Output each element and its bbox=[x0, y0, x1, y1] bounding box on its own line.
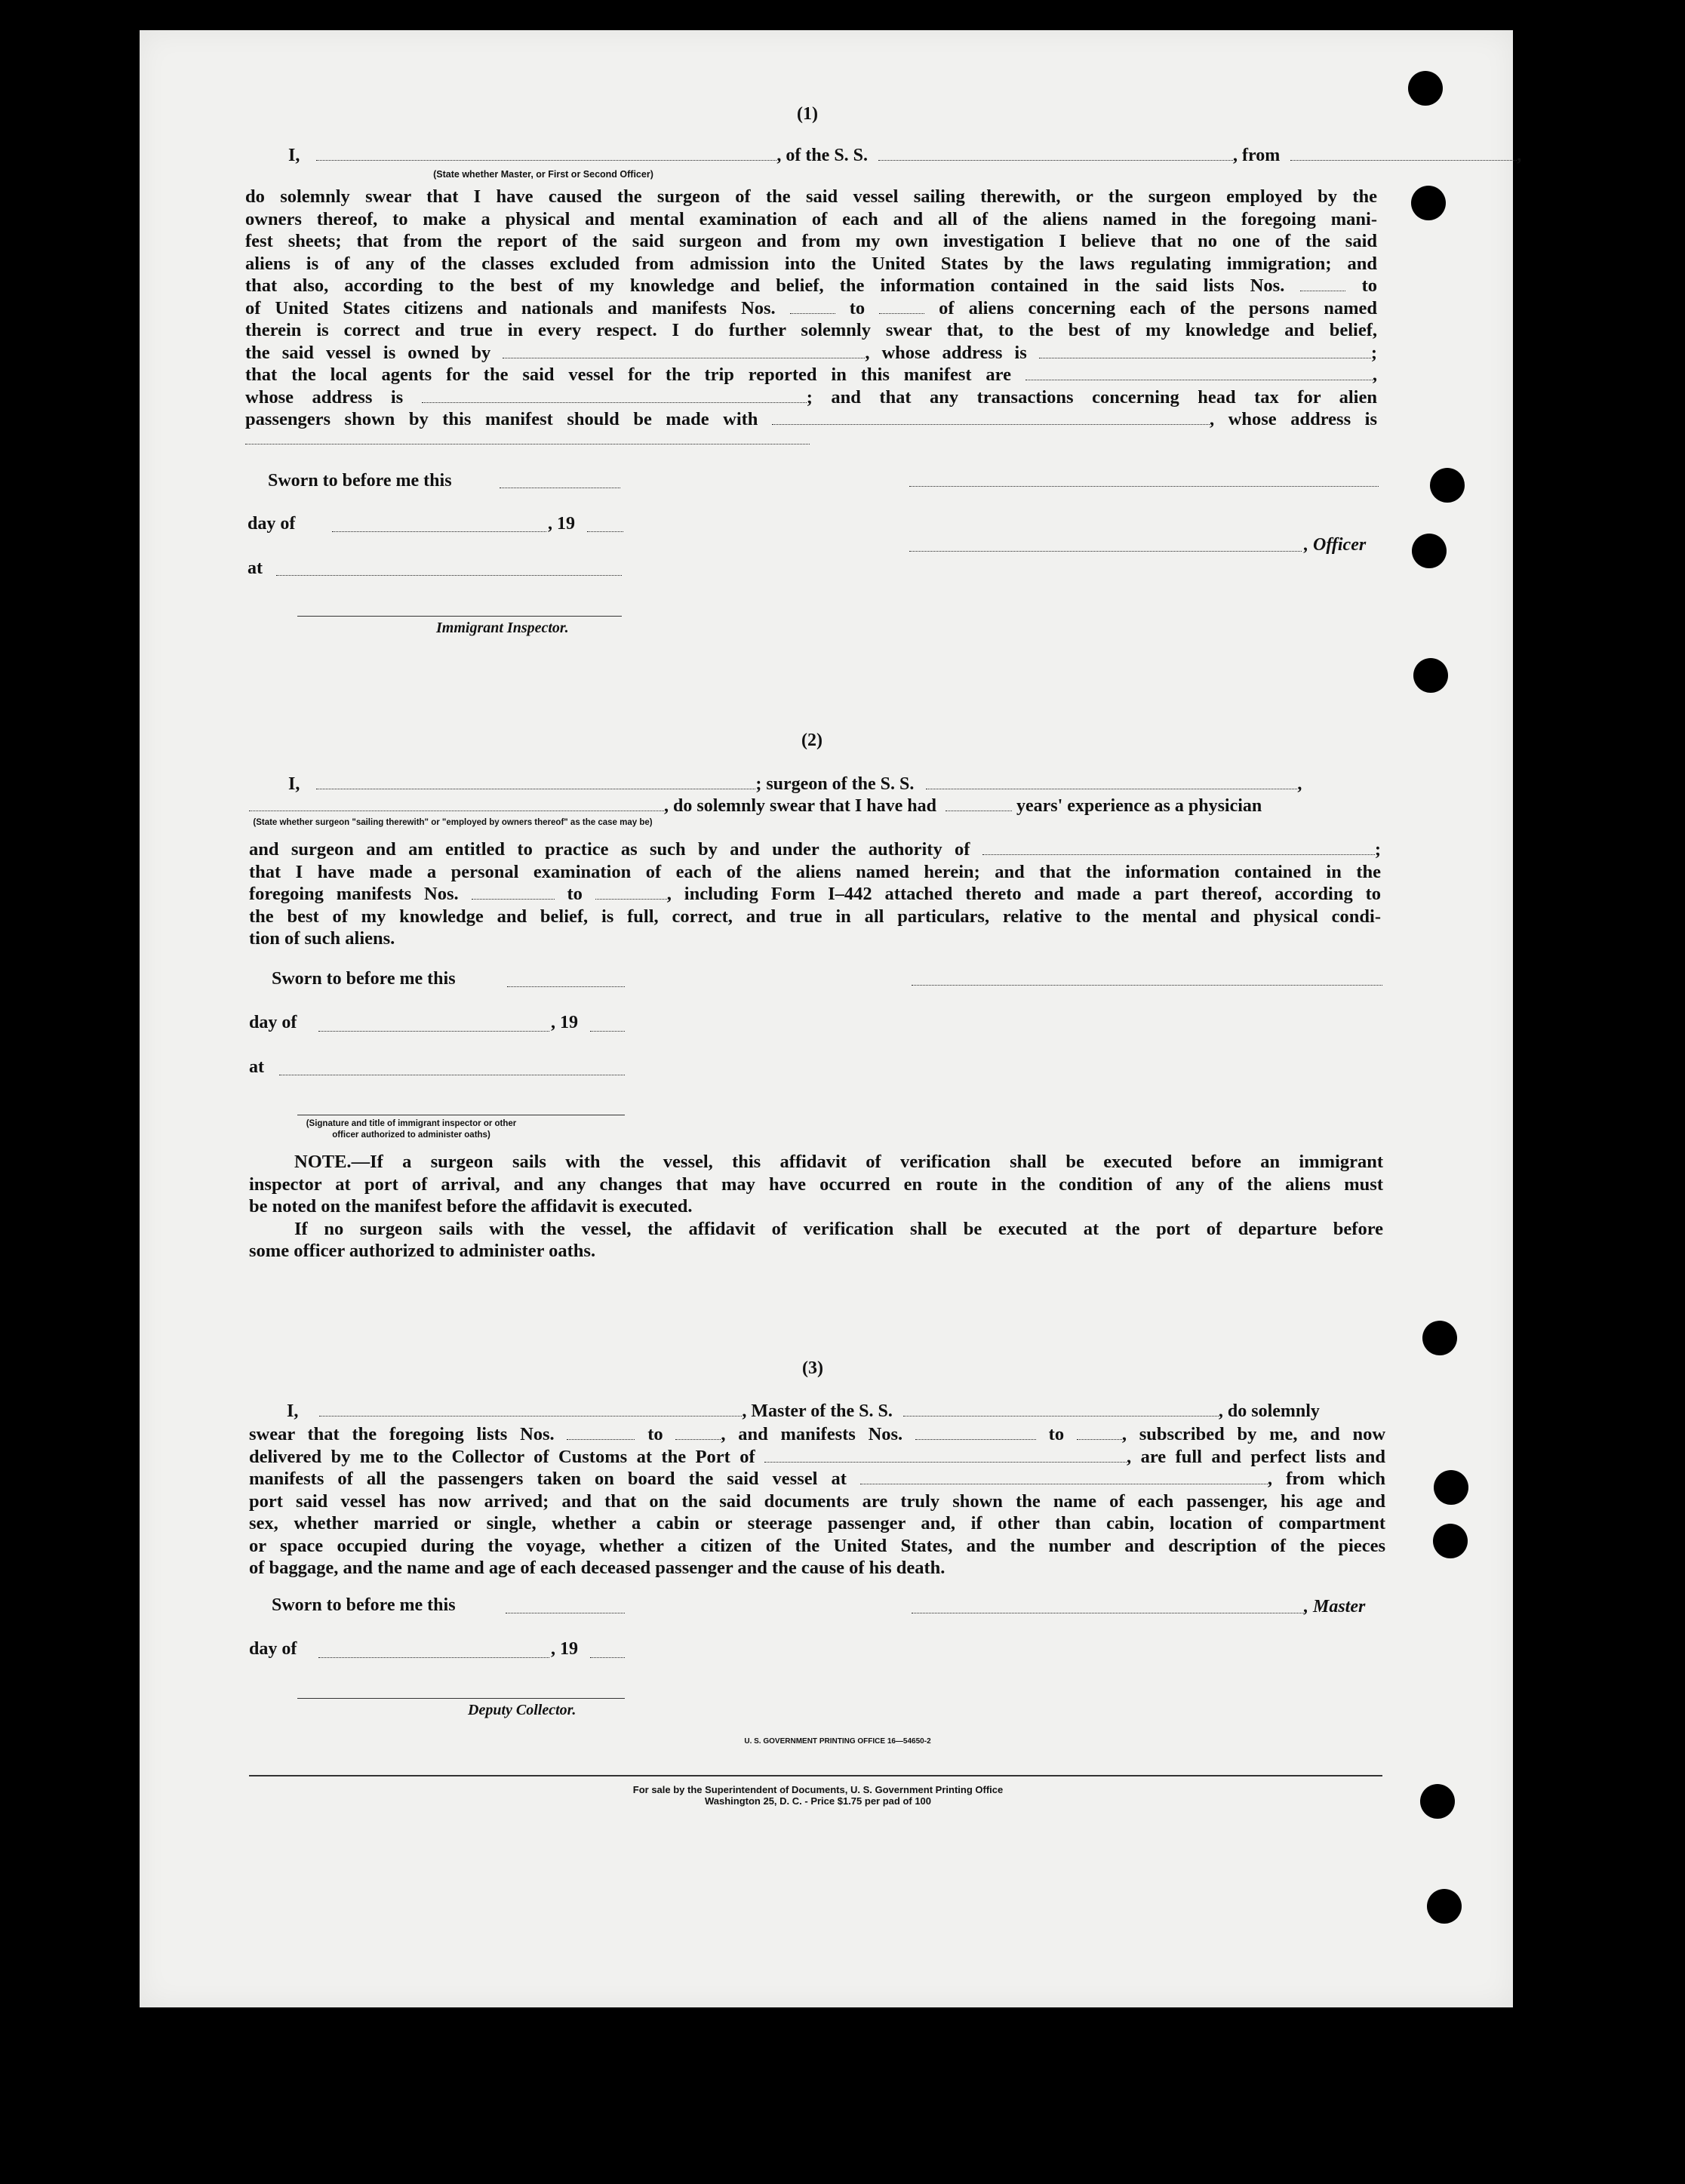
footer-line-2: Washington 25, D. C. - Price $1.75 per pad of 100 bbox=[704, 1795, 932, 1807]
year-field-3[interactable] bbox=[590, 1657, 625, 1658]
section-2-number: (2) bbox=[801, 731, 823, 750]
officer-signature-field[interactable] bbox=[909, 486, 1379, 487]
note-paragraph: NOTE.—If a surgeon sails with the vessel, this affidavit of verification shall be executed before an immigrant inspector at port of arrival, and any changes that may have occurred en route in the condition of any of the aliens must be noted on the manifest before the affidavit is executed. If no surgeon sails with the vessel, the affidavit of verification shall be executed at the port of departure before some officer authorized to administer oaths. bbox=[249, 1152, 1383, 1261]
sworn-label-2: Sworn to before me this bbox=[272, 969, 456, 989]
sworn-date-field-2[interactable] bbox=[507, 986, 625, 987]
month-field-1[interactable] bbox=[332, 531, 546, 532]
section-3-number: (3) bbox=[802, 1358, 823, 1378]
sworn-label-1: Sworn to before me this bbox=[268, 471, 452, 491]
section-1-body: do solemnly swear that I have caused the surgeon of the said vessel sailing therewith, or the surgeon employed by the owners thereof, to make a physical and mental examination of each and all of the aliens named in the foregoing mani- fest sheets; that from the report of the said surgeon and from my own investigation I believe that no one of the said aliens is of any of the classes excluded from admission into the United States by the laws regulating immigration; and that also, according to the best of my knowledge and belief, the information contained in the said lists Nos. to of United States citizens and nationals and manifests Nos. to of aliens concerning each of the persons named therein is correct and true in every respect. I do further solemnly swear that, to the best of my knowledge and belief, the said vessel is owned by , whose address is ; that the local agents for the said vessel for the trip reported in this manifest are , whose address is ; and that any transactions concerning head tax for alien passengers shown by this manifest should be made with , whose address is bbox=[245, 186, 1378, 429]
day-of-label-3: day of bbox=[249, 1639, 297, 1659]
master-title: , Master bbox=[1304, 1597, 1366, 1616]
punch-hole bbox=[1412, 534, 1447, 568]
footer-line-1: For sale by the Superintendent of Documents, U. S. Government Printing Office bbox=[632, 1784, 1004, 1795]
officer-name-field[interactable] bbox=[909, 551, 1302, 552]
place-field-1[interactable] bbox=[276, 575, 622, 576]
year-label-3: , 19 bbox=[551, 1639, 578, 1659]
section-2-body: and surgeon and am entitled to practice as such by and under the authority of ; that I have made a personal examination of each of the aliens named herein; and that the information contained in the foregoing manifests Nos. to , including Form I–442 attached thereto and made a part thereof, according to the best of my knowledge and belief, is full, correct, and true in all particulars, relative to the mental and physical condi- tion of such aliens. bbox=[249, 839, 1382, 949]
officer-title: , Officer bbox=[1304, 535, 1367, 555]
section-1-number: (1) bbox=[797, 104, 818, 124]
signature-caption: (Signature and title of immigrant inspector or other officer authorized to administer oaths) bbox=[306, 1119, 517, 1140]
section-3-body: swear that the foregoing lists Nos. to , and manifests Nos. to , subscribed by me, and now delivered by me to the Collector of Customs at the Port of , are full and perfect lists and manifests of all the passengers taken on board the said vessel at , from which port said vessel has now arrived; and that on the said documents are truly shown the name of each passenger, his age and sex, whether married or single, whether a cabin or steerage passenger and, if other than cabin, location of compartment or space occupied during the voyage, whether a citizen of the United States, and the number and description of the pieces of baggage, and the name and age of each deceased passenger and the cause of his death. bbox=[249, 1424, 1386, 1578]
punch-hole bbox=[1408, 71, 1443, 106]
at-label-2: at bbox=[249, 1057, 264, 1077]
surgeon-signature-field[interactable] bbox=[912, 985, 1382, 986]
punch-hole bbox=[1413, 658, 1448, 693]
punch-hole bbox=[1433, 1524, 1468, 1558]
punch-hole bbox=[1422, 1321, 1457, 1355]
master-line: I, , Master of the S. S. , do solemnly bbox=[287, 1401, 1320, 1421]
year-field-2[interactable] bbox=[590, 1031, 625, 1032]
at-label-1: at bbox=[248, 558, 263, 578]
punch-hole bbox=[1411, 186, 1446, 220]
day-of-label-1: day of bbox=[248, 514, 296, 534]
officer-caption: (State whether Master, or First or Second Officer) bbox=[433, 169, 653, 180]
punch-hole bbox=[1434, 1470, 1468, 1505]
surgeon-experience-line: , do solemnly swear that I have had years' experience as a physician bbox=[249, 796, 1262, 817]
footer-rule bbox=[249, 1775, 1382, 1776]
month-field-3[interactable] bbox=[318, 1657, 549, 1658]
day-of-label-2: day of bbox=[249, 1013, 297, 1032]
month-field-2[interactable] bbox=[318, 1031, 549, 1032]
year-label-1: , 19 bbox=[548, 514, 575, 534]
sworn-label-3: Sworn to before me this bbox=[272, 1595, 456, 1615]
year-field-1[interactable] bbox=[587, 531, 623, 532]
punch-hole bbox=[1420, 1784, 1455, 1819]
inspector-signature-line[interactable] bbox=[297, 616, 622, 617]
printing-office-imprint: U. S. GOVERNMENT PRINTING OFFICE 16—54650-2 bbox=[744, 1737, 931, 1746]
punch-hole bbox=[1430, 468, 1465, 503]
surgeon-line: I, ; surgeon of the S. S. , bbox=[288, 774, 1302, 794]
officer-line: I, , of the S. S. , from , bbox=[288, 146, 1522, 165]
year-label-2: , 19 bbox=[551, 1013, 578, 1032]
inspector-title: Immigrant Inspector. bbox=[436, 620, 569, 636]
surgeon-caption: (State whether surgeon "sailing therewith" or "employed by owners thereof" as the case may be) bbox=[253, 818, 653, 827]
collector-title: Deputy Collector. bbox=[468, 1702, 577, 1718]
collector-signature-line[interactable] bbox=[297, 1698, 625, 1699]
punch-hole bbox=[1427, 1889, 1462, 1924]
